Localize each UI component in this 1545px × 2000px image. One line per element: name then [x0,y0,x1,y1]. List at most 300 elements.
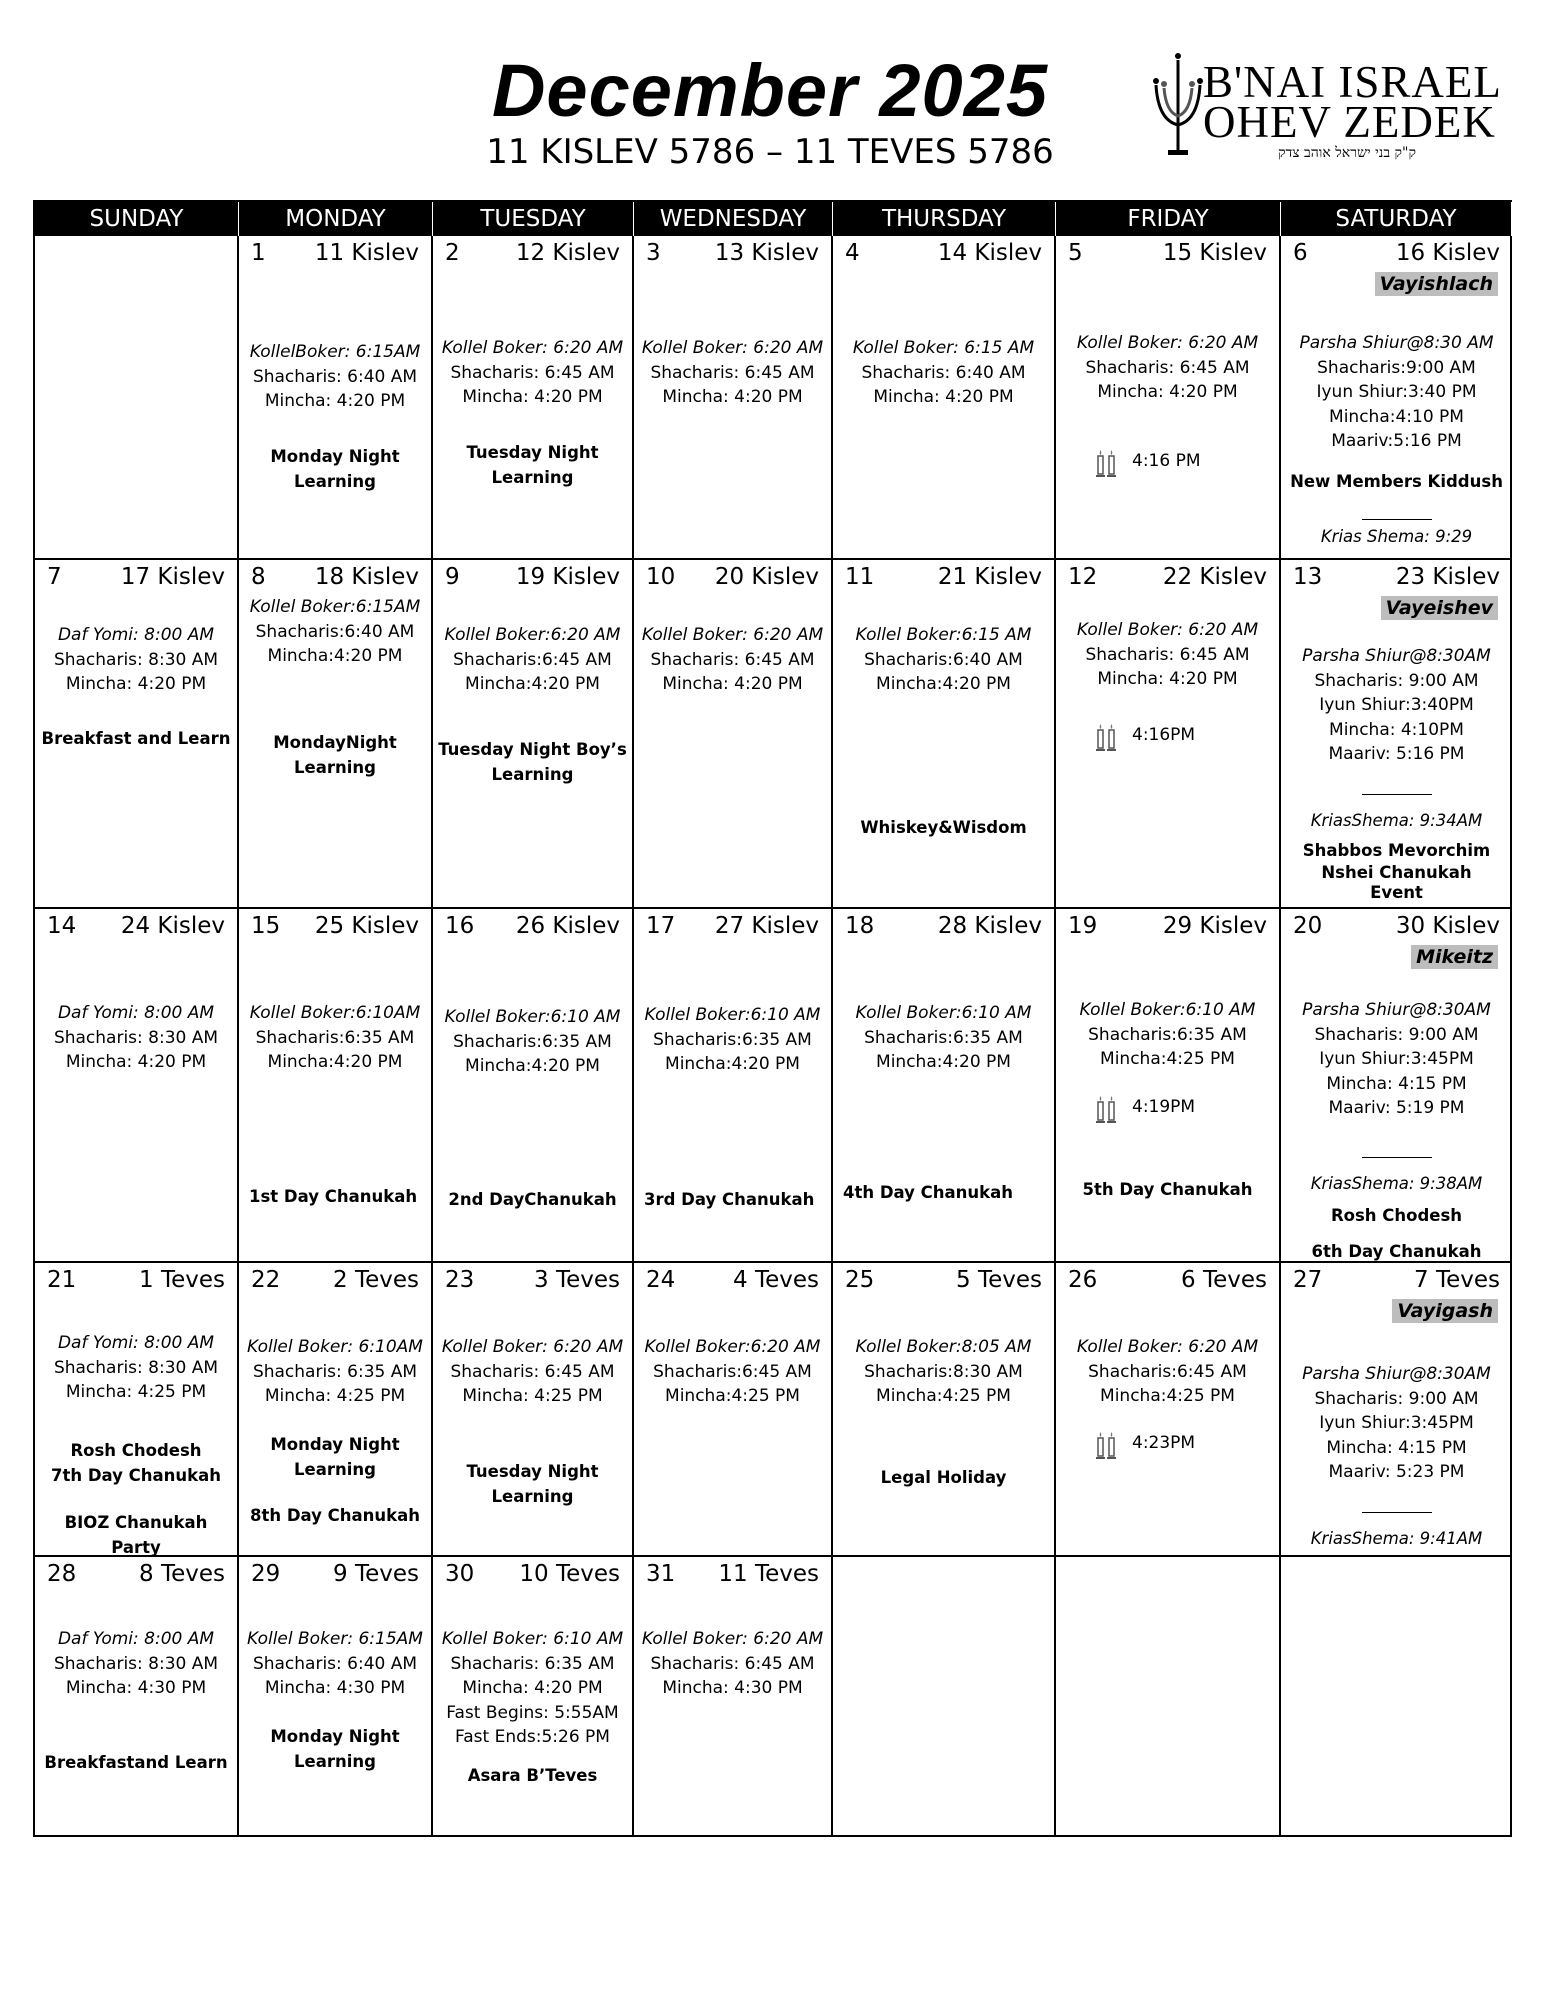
schedule-line: Mincha:4:20 PM [267,1052,403,1072]
schedule-line: Fast Begins: 5:55AM [446,1702,619,1723]
dow-friday: FRIDAY [1056,202,1281,236]
hebrew-date-range: 11 KISLEV 5786 – 11 TEVES 5786 [486,132,1054,172]
schedule-line: Fast Ends:5:26 PM [455,1727,610,1747]
day-cell-31 [634,1557,833,1837]
schedule-line: Kollel Boker:6:10 AM [444,1007,621,1027]
day-cell-3 [634,236,833,560]
schedule-line: Kollel Boker: 6:20 AM [441,338,624,358]
schedule-line: Shacharis:6:40 AM [864,649,1023,670]
schedule-line: Mincha:4:20 PM [267,646,403,666]
schedule-list [634,336,831,410]
schedule-line: Kollel Boker:6:15 AM [855,625,1032,645]
candles-icon [1094,449,1118,479]
schedule-list [634,1335,831,1409]
event-label: Tuesday Night [466,443,599,462]
day-number: 16 [445,913,475,939]
day-cell-10 [634,560,833,909]
event-label: 1st Day Chanukah [249,1187,418,1206]
schedule-line: Shacharis: 9:00 AM [1314,1388,1479,1409]
schedule-line: Kollel Boker:6:15AM [249,597,421,617]
schedule-list [433,623,632,697]
calendar-title: December 2025 [491,49,1049,132]
schedule-line: Mincha: 4:30 PM [65,1678,207,1698]
menorah-icon [1148,50,1208,160]
hebrew-date: 12 Kislev [515,240,620,266]
schedule-list [433,1627,632,1750]
event-label: Learning [491,765,574,784]
schedule-line: Mincha: 4:20 PM [65,1052,207,1072]
krias-shema-time: KriasShema: 9:38AM [1310,1174,1483,1193]
day-number: 2 [445,240,460,266]
schedule-line: Kollel Boker: 6:10AM [247,1337,423,1357]
hebrew-date: 5 Teves [956,1267,1042,1293]
schedule-line: Shacharis:6:35 AM [1088,1024,1247,1045]
candle-lighting-time: 4:16 PM [1132,451,1201,471]
divider-line [1285,794,1508,795]
schedule-line: Iyun Shiur:3:40 PM [1316,382,1477,402]
hebrew-date: 17 Kislev [120,564,225,590]
schedule-line: Kollel Boker: 6:20 AM [441,1337,624,1357]
candle-lighting-time: 4:23PM [1132,1433,1196,1453]
day-number: 13 [1293,564,1323,590]
day-cell-6 [1281,236,1512,560]
dow-monday: MONDAY [239,202,433,236]
schedule-line: Mincha:4:25 PM [665,1386,800,1406]
day-number: 4 [845,240,860,266]
event-label: New Members Kiddush [1290,472,1503,491]
schedule-line: Mincha: 4:25 PM [462,1386,603,1406]
parsha-name: Mikeitz [1411,945,1498,969]
event-label: Monday Night [270,1727,400,1746]
empty-day-cell [35,236,239,560]
day-cell-12 [1056,560,1281,909]
schedule-list [35,1627,237,1701]
schedule-line: Mincha: 4:20 PM [662,387,803,407]
schedule-line: Mincha: 4:30 PM [662,1678,803,1698]
hebrew-date: 8 Teves [139,1561,225,1587]
empty-day-cell [833,1557,1056,1837]
schedule-line: Mincha:4:25 PM [876,1386,1011,1406]
candle-lighting-time: 4:19PM [1132,1097,1196,1117]
event-label: Monday Night [270,447,400,466]
divider-line [1285,519,1508,520]
hebrew-date: 24 Kislev [120,913,225,939]
event-label: BIOZ Chanukah Party [64,1513,208,1557]
divider-line [1285,1157,1508,1158]
schedule-line: Daf Yomi: 8:00 AM [57,625,215,645]
day-number: 31 [646,1561,676,1587]
event-label: Rosh Chodesh [70,1441,202,1460]
day-number: 11 [845,564,875,590]
day-number: 10 [646,564,676,590]
parsha-name: Vayishlach [1375,272,1498,296]
schedule-line: Shacharis: 6:35 AM [450,1653,615,1674]
day-number: 1 [251,240,266,266]
day-number: 15 [251,913,281,939]
day-number: 9 [445,564,460,590]
schedule-list [1056,998,1279,1072]
hebrew-date: 7 Teves [1414,1267,1500,1293]
day-number: 22 [251,1267,281,1293]
schedule-line: Mincha: 4:15 PM [1326,1437,1467,1458]
event-label: MondayNight [273,733,397,752]
day-cell-30 [433,1557,634,1837]
logo-hebrew-text: ק"ק בני ישראל אוהב צדק [1278,145,1416,161]
schedule-line: Maariv: 5:19 PM [1328,1098,1465,1118]
schedule-line: Mincha: 4:20 PM [662,674,803,694]
schedule-line: KollelBoker: 6:15AM [249,342,421,362]
hebrew-date: 27 Kislev [714,913,819,939]
day-cell-23 [433,1263,634,1557]
schedule-list [1056,331,1279,405]
schedule-line: Shacharis: 6:35 AM [252,1361,418,1382]
schedule-line: Shacharis: 6:45 AM [450,1361,615,1382]
hebrew-date: 25 Kislev [314,913,419,939]
empty-day-cell [1056,1557,1281,1837]
day-cell-17 [634,909,833,1263]
day-cell-19 [1056,909,1281,1263]
schedule-line: Mincha: 4:25 PM [264,1386,406,1406]
hebrew-date: 18 Kislev [314,564,419,590]
schedule-line: Kollel Boker:6:10 AM [855,1003,1032,1023]
schedule-list [239,1335,431,1409]
schedule-line: Kollel Boker: 6:20 AM [641,1629,824,1649]
schedule-line: Mincha: 4:20 PM [1097,669,1238,689]
day-cell-4 [833,236,1056,560]
event-label: Learning [491,1487,574,1506]
day-number: 27 [1293,1267,1323,1293]
day-cell-7 [35,560,239,909]
day-number: 25 [845,1267,875,1293]
schedule-list [634,1627,831,1701]
event-label: Nshei Chanukah [1321,863,1472,882]
hebrew-date: 22 Kislev [1162,564,1267,590]
day-number: 26 [1068,1267,1098,1293]
day-cell-18 [833,909,1056,1263]
day-cell-13 [1281,560,1512,909]
schedule-line: Mincha: 4:20 PM [65,674,207,694]
day-cell-2 [433,236,634,560]
schedule-line: Shacharis: 6:45 AM [450,362,615,383]
hebrew-date: 20 Kislev [714,564,819,590]
schedule-line: Shacharis: 8:30 AM [53,649,219,670]
schedule-line: Kollel Boker:6:10 AM [1079,1000,1256,1020]
day-number: 8 [251,564,266,590]
schedule-line: Kollel Boker:6:20 AM [644,1337,821,1357]
schedule-line: Shacharis:6:35 AM [864,1027,1023,1048]
hebrew-date: 21 Kislev [937,564,1042,590]
schedule-line: Maariv: 5:23 PM [1328,1462,1465,1482]
schedule-list [1281,331,1512,454]
day-cell-27 [1281,1263,1512,1557]
day-cell-25 [833,1263,1056,1557]
hebrew-date: 14 Kislev [937,240,1042,266]
schedule-line: Shacharis: 9:00 AM [1314,670,1479,691]
schedule-line: Shacharis: 6:45 AM [650,362,815,383]
dow-sunday: SUNDAY [35,202,239,236]
event-label: Learning [294,1460,376,1479]
logo-text-line2: OHEV ZEDEK [1203,97,1496,147]
day-number: 28 [47,1561,77,1587]
schedule-line: Mincha:4:20 PM [876,674,1011,694]
day-number: 12 [1068,564,1098,590]
event-label: Shabbos Mevorchim [1302,841,1491,860]
hebrew-date: 28 Kislev [937,913,1042,939]
hebrew-date: 1 Teves [139,1267,225,1293]
schedule-line: Mincha: 4:20 PM [462,1678,603,1698]
day-number: 7 [47,564,62,590]
schedule-list [239,595,431,669]
krias-shema-time: Krias Shema: 9:29 [1320,527,1473,546]
day-number: 24 [646,1267,676,1293]
candles-icon [1094,1095,1118,1125]
day-number: 17 [646,913,676,939]
event-label: 4th Day Chanukah [843,1183,1014,1202]
day-cell-29 [239,1557,433,1837]
hebrew-date: 2 Teves [333,1267,419,1293]
synagogue-logo [1148,50,1502,170]
day-cell-1 [239,236,433,560]
hebrew-date: 4 Teves [733,1267,819,1293]
hebrew-date: 11 Kislev [314,240,419,266]
event-label: Event [1370,883,1423,902]
schedule-list [35,1331,237,1405]
schedule-line: Parsha Shiur@8:30AM [1302,646,1491,666]
schedule-list [833,623,1054,697]
hebrew-date: 23 Kislev [1395,564,1500,590]
schedule-line: Maariv:5:16 PM [1331,431,1462,451]
schedule-list [35,623,237,697]
day-number: 29 [251,1561,281,1587]
schedule-line: Mincha:4:10 PM [1329,406,1464,427]
dow-thursday: THURSDAY [833,202,1056,236]
schedule-line: Mincha: 4:20 PM [873,387,1014,407]
hebrew-date: 19 Kislev [515,564,620,590]
schedule-line: Shacharis:8:30 AM [864,1361,1023,1382]
event-label: Tuesday Night [466,1462,599,1481]
schedule-line: Shacharis:6:35 AM [255,1027,415,1048]
dow-tuesday: TUESDAY [433,202,634,236]
schedule-list [239,1627,431,1701]
event-label: Breakfastand Learn [44,1753,228,1772]
schedule-line: Shacharis: 6:40 AM [252,366,418,387]
schedule-line: Shacharis: 6:40 AM [252,1653,418,1674]
schedule-line: Mincha:4:25 PM [1100,1386,1235,1406]
schedule-line: Kollel Boker: 6:15 AM [852,338,1035,358]
day-cell-16 [433,909,634,1263]
day-number: 5 [1068,240,1083,266]
schedule-line: Kollel Boker:6:10 AM [644,1005,821,1025]
schedule-line: Mincha: 4:20 PM [264,391,406,411]
divider-line [1285,1512,1508,1513]
schedule-line: Shacharis:6:45 AM [1088,1361,1247,1382]
event-label: Tuesday Night Boy’s [438,740,627,759]
dow-wednesday: WEDNESDAY [634,202,833,236]
event-label: Legal Holiday [880,1468,1007,1487]
schedule-line: Kollel Boker: 6:20 AM [641,625,824,645]
schedule-line: Kollel Boker:6:20 AM [444,625,621,645]
schedule-list [833,1001,1054,1075]
schedule-line: Kollel Boker: 6:10 AM [441,1629,624,1649]
schedule-list [833,336,1054,410]
schedule-line: Shacharis:6:45 AM [653,1361,812,1382]
month-calendar-grid [33,200,1512,1837]
schedule-line: Shacharis: 6:45 AM [650,649,815,670]
day-number: 6 [1293,240,1308,266]
event-label: Monday Night [270,1435,400,1454]
schedule-line: Daf Yomi: 8:00 AM [57,1333,215,1353]
day-cell-11 [833,560,1056,909]
event-label: 2nd DayChanukah [448,1190,617,1209]
schedule-line: Mincha: 4:25 PM [65,1382,207,1402]
day-cell-26 [1056,1263,1281,1557]
schedule-line: Daf Yomi: 8:00 AM [57,1003,215,1023]
schedule-list [1281,1362,1512,1485]
hebrew-date: 26 Kislev [515,913,620,939]
hebrew-date: 3 Teves [534,1267,620,1293]
schedule-line: Parsha Shiur@8:30 AM [1299,333,1494,353]
day-cell-24 [634,1263,833,1557]
hebrew-date: 30 Kislev [1395,913,1500,939]
schedule-line: Daf Yomi: 8:00 AM [57,1629,215,1649]
schedule-list [1281,998,1512,1121]
schedule-list [833,1335,1054,1409]
schedule-line: Kollel Boker: 6:20 AM [1076,620,1259,640]
day-number: 19 [1068,913,1098,939]
hebrew-date: 11 Teves [718,1561,819,1587]
schedule-line: Parsha Shiur@8:30AM [1302,1000,1491,1020]
day-cell-15 [239,909,433,1263]
hebrew-date: 6 Teves [1181,1267,1267,1293]
schedule-list [634,1003,831,1077]
schedule-line: Kollel Boker:6:10AM [249,1003,421,1023]
day-number: 20 [1293,913,1323,939]
schedule-list [239,340,431,414]
day-cell-28 [35,1557,239,1837]
schedule-list [433,336,632,410]
schedule-line: Iyun Shiur:3:45PM [1319,1413,1474,1433]
schedule-line: Shacharis: 6:45 AM [1085,357,1250,378]
schedule-line: Mincha:4:20 PM [465,674,600,694]
schedule-line: Parsha Shiur@8:30AM [1302,1364,1491,1384]
schedule-line: Shacharis:6:45 AM [453,649,612,670]
logo-text-line1: B'NAI ISRAEL [1203,57,1502,107]
hebrew-date: 13 Kislev [714,240,819,266]
hebrew-date: 9 Teves [333,1561,419,1587]
day-cell-22 [239,1263,433,1557]
event-label: Rosh Chodesh [1330,1206,1463,1225]
event-label: Breakfast and Learn [41,729,231,748]
schedule-list [433,1005,632,1079]
schedule-line: Shacharis: 6:45 AM [650,1653,815,1674]
schedule-line: Kollel Boker: 6:20 AM [1076,333,1259,353]
schedule-line: Mincha:4:20 PM [465,1056,600,1076]
schedule-line: Shacharis: 8:30 AM [53,1357,219,1378]
schedule-line: Mincha: 4:20 PM [462,387,603,407]
hebrew-date: 29 Kislev [1162,913,1267,939]
schedule-list [433,1335,632,1409]
schedule-line: Mincha: 4:30 PM [264,1678,406,1698]
day-number: 21 [47,1267,77,1293]
day-cell-14 [35,909,239,1263]
event-label: 5th Day Chanukah [1082,1180,1253,1199]
day-cell-5 [1056,236,1281,560]
dow-saturday: SATURDAY [1281,202,1512,236]
event-label: Whiskey&Wisdom [860,818,1027,837]
schedule-line: Iyun Shiur:3:40PM [1319,695,1474,715]
krias-shema-time: KriasShema: 9:41AM [1310,1529,1483,1548]
candles-icon [1094,723,1118,753]
schedule-line: Shacharis: 8:30 AM [53,1653,219,1674]
schedule-line: Shacharis:6:40 AM [255,621,415,642]
event-label: 3rd Day Chanukah [644,1190,815,1209]
event-label: 8th Day Chanukah [249,1506,421,1525]
day-number: 23 [445,1267,475,1293]
candle-lighting-time: 4:16PM [1132,725,1196,745]
schedule-list [634,623,831,697]
schedule-line: Shacharis:9:00 AM [1317,357,1476,378]
schedule-line: Kollel Boker:8:05 AM [855,1337,1032,1357]
schedule-line: Shacharis:6:35 AM [653,1029,812,1050]
schedule-line: Iyun Shiur:3:45PM [1319,1049,1474,1069]
schedule-line: Mincha:4:20 PM [665,1054,800,1074]
schedule-line: Mincha: 4:20 PM [1097,382,1238,402]
event-label: Learning [294,758,376,777]
candles-icon [1094,1431,1118,1461]
schedule-line: Mincha:4:25 PM [1100,1049,1235,1069]
day-number: 30 [445,1561,475,1587]
schedule-list [1056,618,1279,692]
schedule-line: Mincha:4:20 PM [876,1052,1011,1072]
schedule-line: Kollel Boker: 6:20 AM [641,338,824,358]
day-cell-9 [433,560,634,909]
event-label: 6th Day Chanukah [1311,1242,1482,1261]
schedule-list [1281,644,1512,767]
event-label: Asara B’Teves [467,1766,598,1785]
day-cell-8 [239,560,433,909]
event-label: Learning [491,468,574,487]
hebrew-date: 16 Kislev [1395,240,1500,266]
day-number: 3 [646,240,661,266]
schedule-line: Kollel Boker: 6:15AM [247,1629,423,1649]
event-label: Learning [294,1752,376,1771]
schedule-line: Kollel Boker: 6:20 AM [1076,1337,1259,1357]
schedule-list [1056,1335,1279,1409]
schedule-list [239,1001,431,1075]
event-label: 7th Day Chanukah [50,1466,222,1485]
schedule-line: Shacharis: 6:40 AM [861,362,1026,383]
schedule-line: Shacharis: 6:45 AM [1085,644,1250,665]
event-label: Learning [294,472,376,491]
parsha-name: Vayeishev [1381,596,1498,620]
hebrew-date: 15 Kislev [1162,240,1267,266]
schedule-line: Mincha: 4:15 PM [1326,1073,1467,1094]
day-number: 14 [47,913,77,939]
day-cell-20 [1281,909,1512,1263]
day-number: 18 [845,913,875,939]
schedule-line: Shacharis: 8:30 AM [53,1027,219,1048]
parsha-name: Vayigash [1392,1299,1498,1323]
hebrew-date: 10 Teves [519,1561,620,1587]
schedule-line: Shacharis: 9:00 AM [1314,1024,1479,1045]
krias-shema-time: KriasShema: 9:34AM [1310,811,1483,830]
schedule-line: Mincha: 4:10PM [1329,719,1464,740]
schedule-line: Shacharis:6:35 AM [453,1031,612,1052]
empty-day-cell [1281,1557,1512,1837]
schedule-line: Maariv: 5:16 PM [1328,744,1465,764]
schedule-list [35,1001,237,1075]
day-cell-21 [35,1263,239,1557]
